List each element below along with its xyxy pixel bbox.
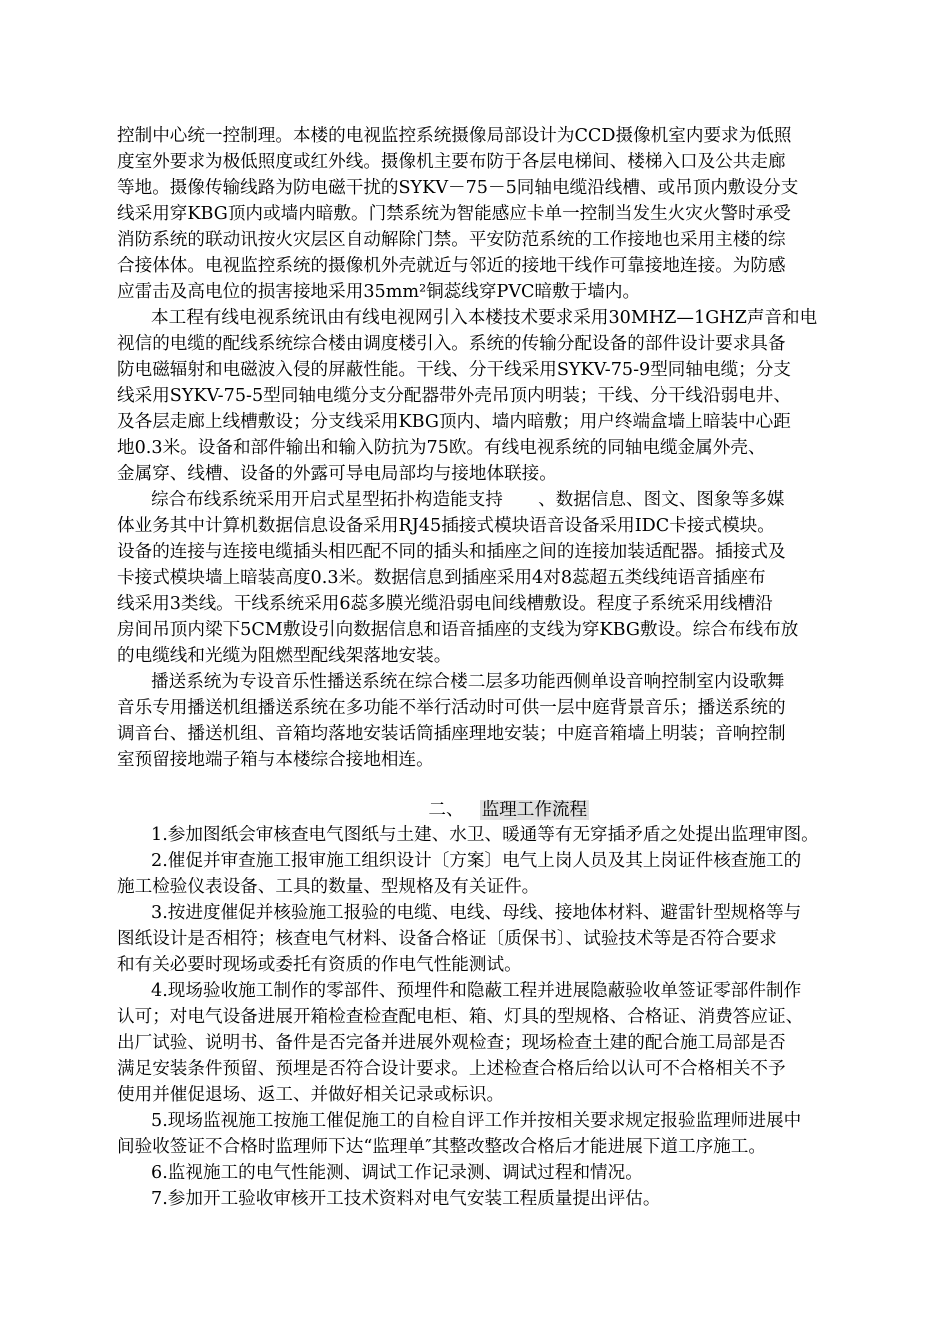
text-line: 间验收签证不合格时监理师下达“监理单″其整改整改合格后才能进展下道工序施工。	[117, 1137, 766, 1157]
text-line: 调音台、播送机组、音箱均落地安装话筒插座理地安装；中庭音箱墙上明装；音响控制	[117, 724, 786, 744]
text-line: 音乐专用播送机组播送系统在多功能不举行活动时可供一层中庭背景音乐；播送系统的	[117, 698, 786, 718]
section-title: 监理工作流程	[481, 800, 588, 820]
text-line: 1.参加图纸会审核查电气图纸与土建、水卫、暖通等有无穿插矛盾之处提出监理审图。	[151, 825, 819, 845]
text-line: 设备的连接与连接电缆插头相匹配不同的插头和插座之间的连接加装适配器。插接式及	[117, 542, 786, 562]
text-line: 线采用3类线。干线系统采用6蕊多膜光缆沿弱电间线槽敷设。程度子系统采用线槽沿	[117, 594, 773, 614]
text-line: 等地。摄像传输线路为防电磁干扰的SYKV－75－5同轴电缆沿线槽、或吊顶内敷设分支	[117, 178, 799, 198]
text-line: 防电磁辐射和电磁波入侵的屏蔽性能。干线、分干线采用SYKV-75-9型同轴电缆；分支	[117, 360, 791, 380]
text-line: 播送系统为专设音乐性播送系统在综合楼二层多功能西侧单设音响控制室内设歌舞	[151, 672, 785, 692]
text-line: 6.监视施工的电气性能测、调试工作记录测、调试过程和情况。	[151, 1163, 643, 1183]
text-line: 应雷击及高电位的损害接地采用35mm²铜蕊线穿PVC暗敷于墙内。	[117, 282, 641, 302]
text-line: 本工程有线电视系统讯由有线电视网引入本楼技术要求采用30MHZ—1GHZ声音和电	[151, 308, 818, 328]
text-line: 卡接式模块墙上暗装高度0.3米。数据信息到插座采用4对8蕊超五类线纯语音插座布	[117, 568, 766, 588]
text-line: 4.现场验收施工制作的零部件、预埋件和隐蔽工程并进展隐蔽验收单签证零部件制作	[151, 981, 802, 1001]
text-line: 金属穿、线槽、设备的外露可导电局部均与接地体联接。	[117, 464, 557, 484]
text-line: 7.参加开工验收审核开工技术资料对电气安装工程质量提出评估。	[151, 1189, 661, 1209]
text-line: 合接体体。电视监控系统的摄像机外壳就近与邻近的接地干线作可靠接地连接。为防感	[117, 256, 786, 276]
text-line: 综合布线系统采用开启式星型拓扑构造能支持 、数据信息、图文、图象等多媒	[151, 490, 785, 510]
text-line: 2.催促并审查施工报审施工组织设计〔方案〕电气上岗人员及其上岗证件核查施工的	[151, 851, 802, 871]
text-line: 房间吊顶内梁下5CM敷设引向数据信息和语音插座的支线为穿KBG敷设。综合布线布放	[117, 620, 799, 640]
text-line: 的电缆线和光缆为阻燃型配线架落地安装。	[117, 646, 452, 666]
text-line: 度室外要求为极低照度或红外线。摄像机主要布防于各层电梯间、楼梯入口及公共走廊	[117, 152, 786, 172]
text-line: 3.按进度催促并核验施工报验的电缆、电线、母线、接地体材料、避雷针型规格等与	[151, 903, 802, 923]
text-line: 视信的电缆的配线系统综合楼由调度楼引入。系统的传输分配设备的部件设计要求具备	[117, 334, 786, 354]
text-line: 地0.3米。设备和部件输出和输入防抗为75欧。有线电视系统的同轴电缆金属外壳、	[117, 438, 766, 458]
text-line: 满足安装条件预留、预埋是否符合设计要求。上述检查合格后给以认可不合格相关不予	[117, 1059, 786, 1079]
text-line: 室预留接地端子箱与本楼综合接地相连。	[117, 750, 434, 770]
text-line: 线采用SYKV-75-5型同轴电缆分支分配器带外壳吊顶内明装；干线、分干线沿弱电井、	[117, 386, 791, 406]
text-line: 控制中心统一控制理。本楼的电视监控系统摄像局部设计为CCD摄像机室内要求为低照	[117, 126, 792, 146]
text-line: 使用并催促退场、返工、并做好相关记录或标识。	[117, 1085, 505, 1105]
text-line: 图纸设计是否相符；核查电气材料、设备合格证〔质保书〕、试验技术等是否符合要求	[117, 929, 777, 949]
text-line: 和有关必要时现场或委托有资质的作电气性能测试。	[117, 955, 522, 975]
text-line: 体业务其中计算机数据信息设备采用RJ45插接式模块语音设备采用IDC卡接式模块。	[117, 516, 775, 536]
text-line: 5.现场监视施工按施工催促施工的自检自评工作并按相关要求规定报验监理师进展中	[151, 1111, 802, 1131]
text-line: 消防系统的联动讯按火灾层区自动解除门禁。平安防范系统的工作接地也采用主楼的综	[117, 230, 786, 250]
text-line: 及各层走廊上线槽敷设；分支线采用KBG顶内、墙内暗敷；用户终端盒墙上暗装中心距	[117, 412, 791, 432]
text-line: 认可；对电气设备进展开箱检查检查配电柜、箱、灯具的型规格、合格证、消费答应证、	[117, 1007, 804, 1027]
text-line: 线采用穿KBG顶内或墙内暗敷。门禁系统为智能感应卡单一控制当发生火灾火警时承受	[117, 204, 791, 224]
text-line: 施工检验仪表设备、工具的数量、型规格及有关证件。	[117, 877, 540, 897]
text-line: 出厂试验、说明书、备件是否完备并进展外观检查；现场检查土建的配合施工局部是否	[117, 1033, 786, 1053]
section-number: 二、	[428, 800, 464, 820]
